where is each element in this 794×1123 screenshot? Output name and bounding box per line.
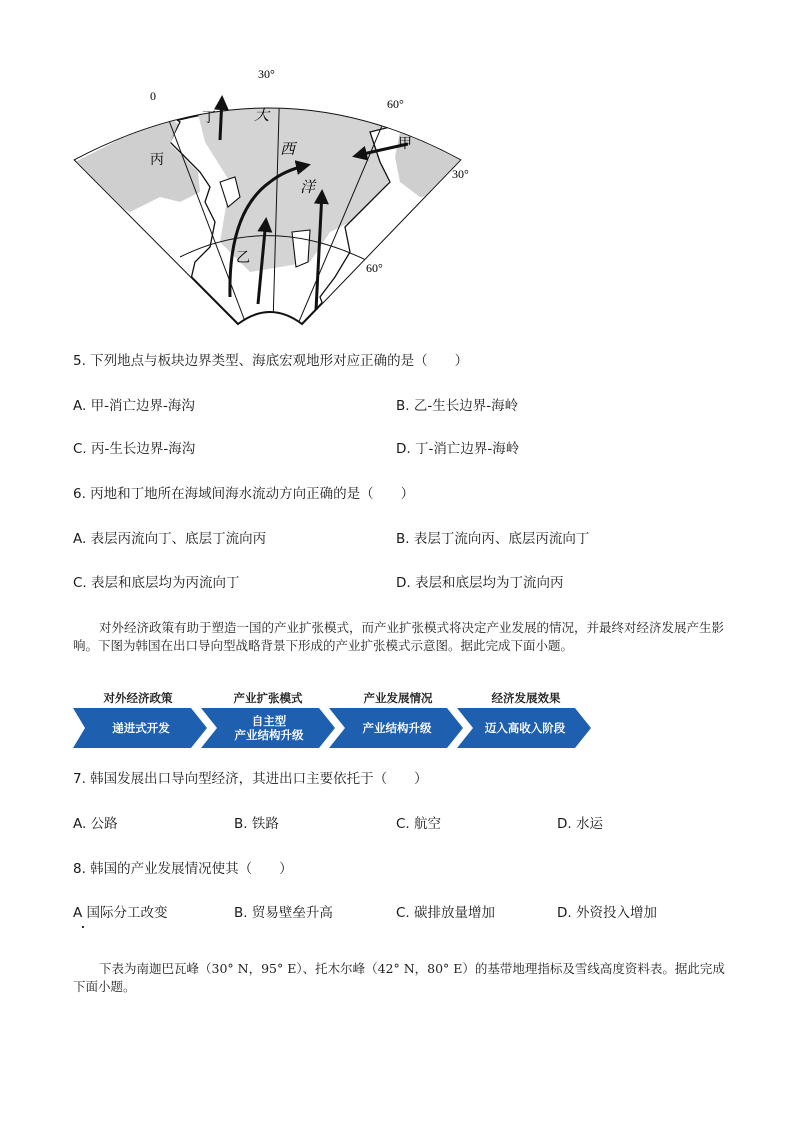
question-7-stem: 7. 韩国发展出口导向型经济，其进出口主要依托于（ ） bbox=[73, 771, 428, 787]
question-5-option-a[interactable]: A. 甲-消亡边界-海沟 bbox=[73, 398, 195, 414]
label-place-bing: 丙 bbox=[150, 152, 164, 168]
question-5-option-b[interactable]: B. 乙-生长边界-海岭 bbox=[396, 398, 519, 414]
flow-box-2-label-line2: 产业结构升级 bbox=[234, 728, 304, 742]
industry-expansion-flow-diagram bbox=[73, 690, 603, 748]
question-8-option-d[interactable]: D. 外资投入增加 bbox=[557, 905, 657, 921]
question-7-option-d[interactable]: D. 水运 bbox=[557, 816, 603, 832]
question-5-option-d[interactable]: D. 丁-消亡边界-海岭 bbox=[396, 441, 520, 457]
atlantic-map-figure bbox=[70, 62, 470, 328]
flow-box-1-label: 递进式开发 bbox=[112, 721, 170, 735]
label-place-jia: 甲 bbox=[398, 136, 412, 152]
intro-paragraph-korea: 对外经济政策有助于塑造一国的产业扩张模式，而产业扩张模式将决定产业发展的情况，并最终对经济发展产生影响。下图为韩国在出口导向型战略背景下形成的产业扩张模式示意图。据此完成下面小题。 bbox=[73, 620, 725, 653]
flow-header-2: 产业扩张模式 bbox=[233, 691, 303, 705]
label-ocean-xi: 西 bbox=[280, 140, 296, 158]
question-6-option-b[interactable]: B. 表层丁流向丙、底层丙流向丁 bbox=[396, 531, 590, 547]
intro-paragraph-peaks: 下表为南迦巴瓦峰（30° N，95° E）、托木尔峰（42° N，80° E）的基带地理指标及雪线高度资料表。据此完成下面小题。 bbox=[73, 961, 725, 994]
question-8-option-c[interactable]: C. 碳排放量增加 bbox=[396, 905, 496, 921]
label-ocean-da: 大 bbox=[254, 106, 270, 124]
question-7-option-b[interactable]: B. 铁路 bbox=[234, 816, 279, 832]
question-7-option-c[interactable]: C. 航空 bbox=[396, 816, 442, 832]
label-place-ding: 丁 bbox=[202, 110, 216, 126]
stray-dot-mark bbox=[82, 926, 84, 928]
question-7-option-a[interactable]: A. 公路 bbox=[73, 816, 118, 832]
label-lat-30: 30° bbox=[452, 167, 469, 181]
flow-box-4-label: 迈入高收入阶段 bbox=[484, 721, 566, 735]
flow-box-3-label: 产业结构升级 bbox=[362, 721, 432, 735]
question-8-stem: 8. 韩国的产业发展情况使其（ ） bbox=[73, 861, 293, 877]
label-lat-60: 60° bbox=[366, 261, 383, 275]
label-place-yi: 乙 bbox=[236, 250, 250, 266]
label-ocean-yang: 洋 bbox=[300, 178, 316, 196]
label-lon-0: 0 bbox=[150, 89, 156, 103]
question-5-stem: 5. 下列地点与板块边界类型、海底宏观地形对应正确的是（ ） bbox=[73, 353, 469, 369]
question-6-stem: 6. 丙地和丁地所在海域间海水流动方向正确的是（ ） bbox=[73, 486, 415, 502]
flow-header-4: 经济发展效果 bbox=[491, 691, 561, 705]
question-6-option-c[interactable]: C. 表层和底层均为丙流向丁 bbox=[73, 575, 240, 591]
label-lon-60: 60° bbox=[387, 97, 404, 111]
question-8-option-a[interactable]: A 国际分工改变 bbox=[73, 905, 168, 921]
current-arrow-ding bbox=[220, 98, 222, 140]
question-8-option-b[interactable]: B. 贸易壁垒升高 bbox=[234, 905, 333, 921]
question-6-option-d[interactable]: D. 表层和底层均为丁流向丙 bbox=[396, 575, 564, 591]
question-5-option-c[interactable]: C. 丙-生长边界-海沟 bbox=[73, 441, 196, 457]
flow-header-3: 产业发展情况 bbox=[363, 691, 433, 705]
flow-header-1: 对外经济政策 bbox=[103, 691, 173, 705]
flow-box-2-label-line1: 自主型 bbox=[251, 714, 287, 728]
label-lon-30: 30° bbox=[258, 67, 275, 81]
question-6-option-a[interactable]: A. 表层丙流向丁、底层丁流向丙 bbox=[73, 531, 267, 547]
